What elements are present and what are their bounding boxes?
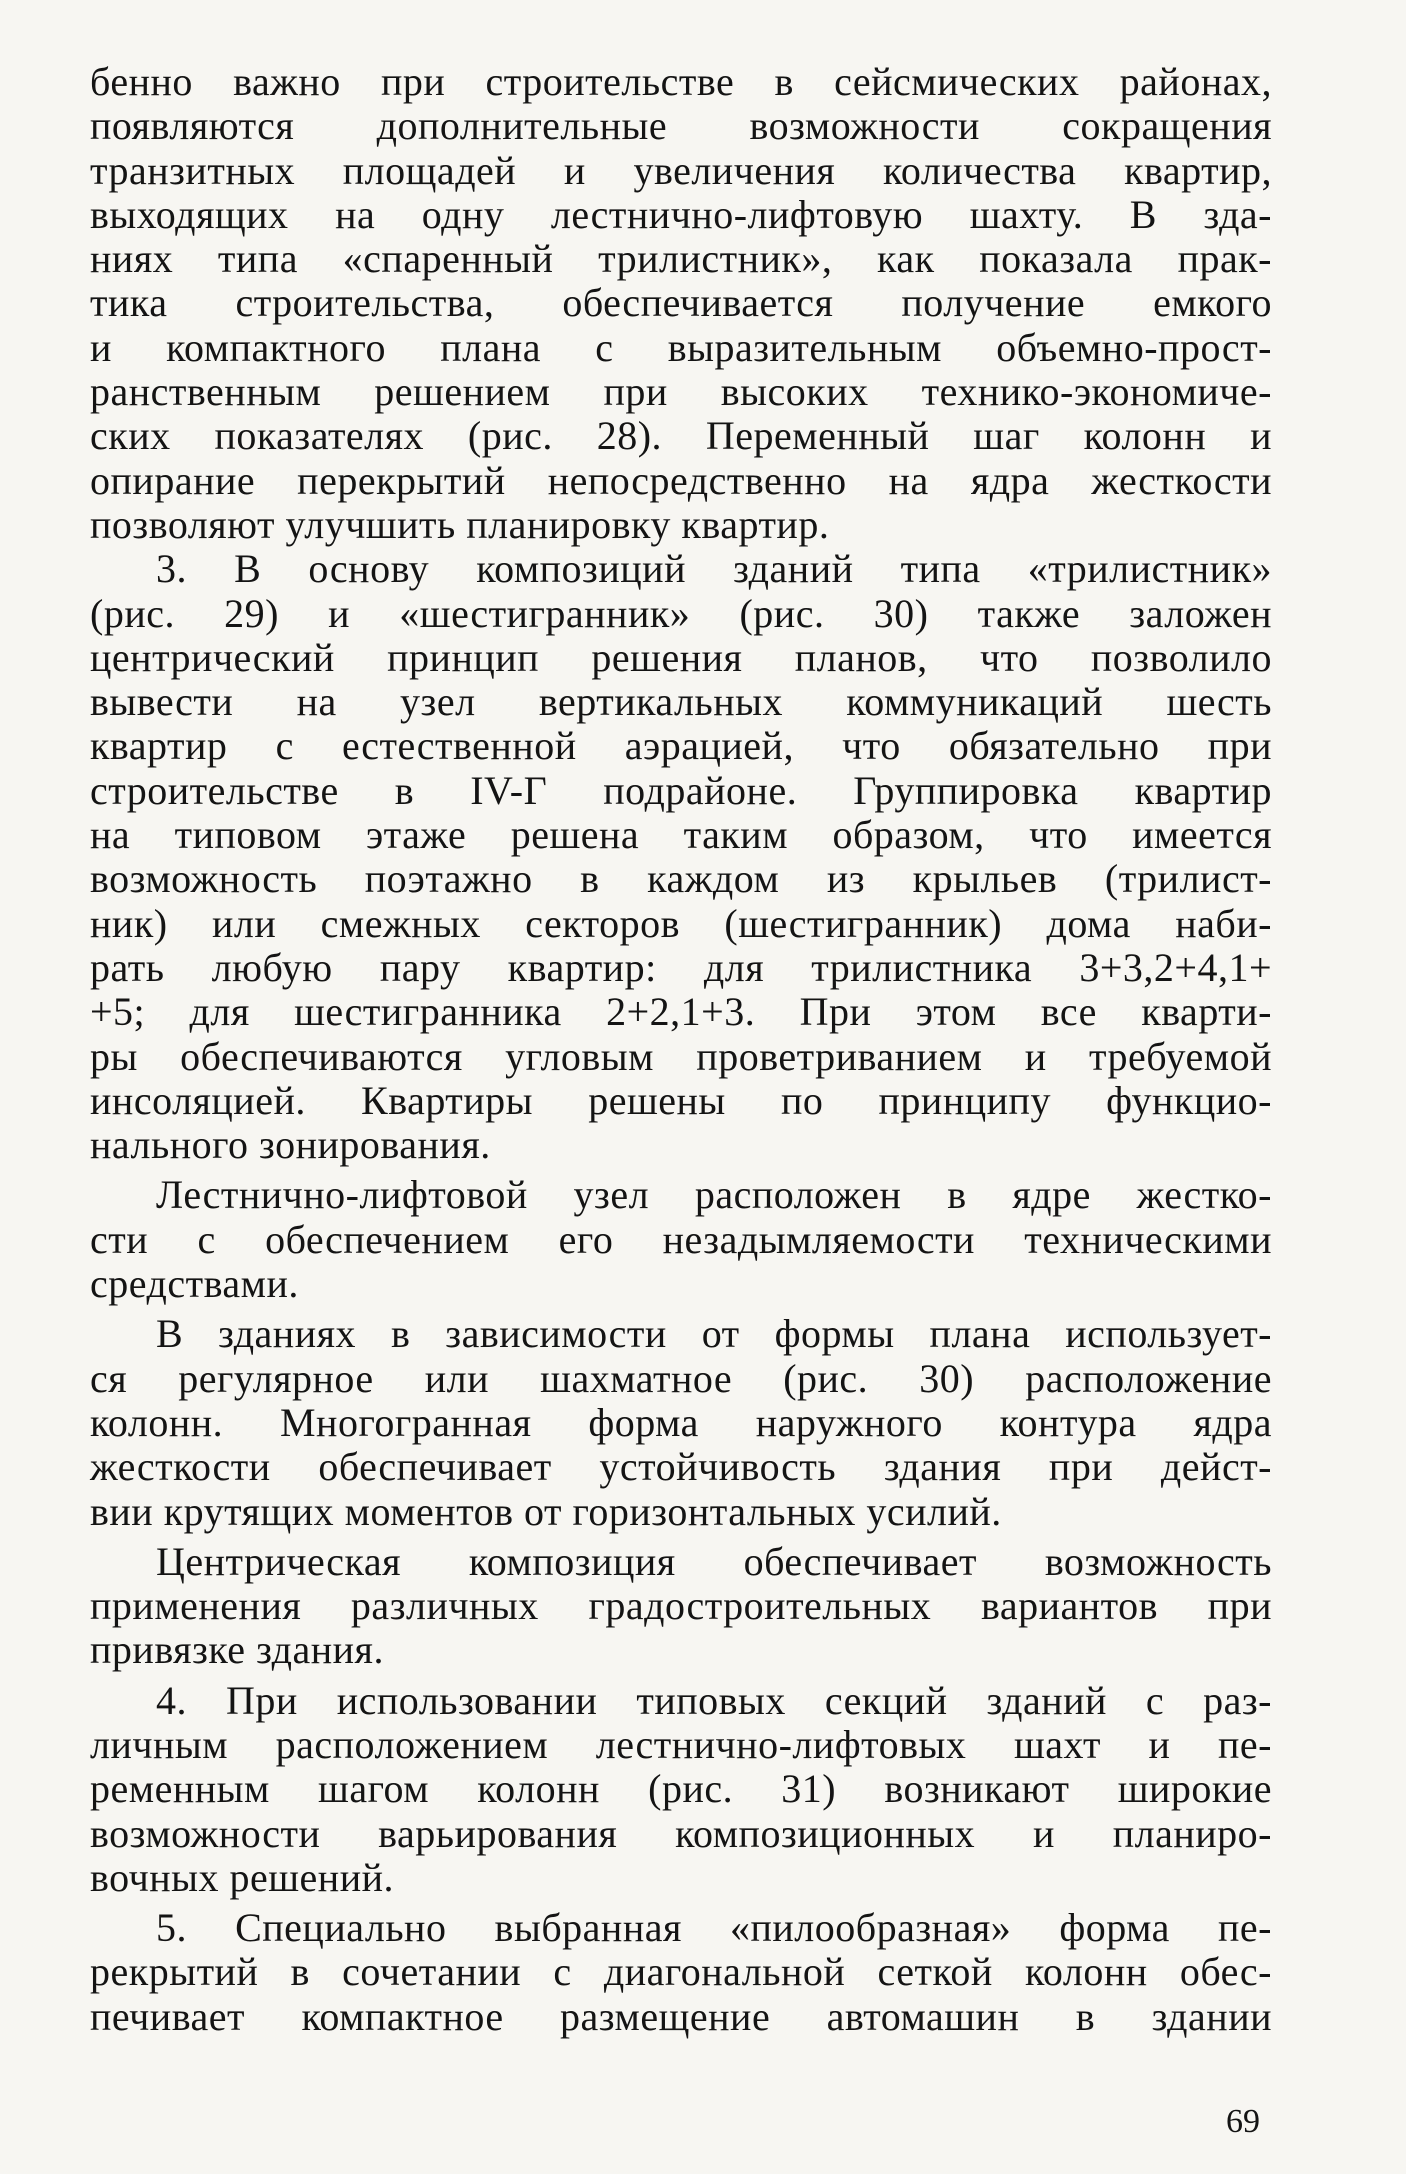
text-line: привязке здания.	[90, 1627, 384, 1673]
text-line: колонн. Многогранная форма наружного контура ядра	[90, 1399, 1272, 1445]
text-line: бенно важно при строительстве в сейсмических районах,	[90, 59, 1272, 104]
text-line: нального зонирования.	[90, 1122, 491, 1168]
text-line: инсоляцией. Квартиры решены по принципу функцио-	[90, 1077, 1272, 1123]
paragraph	[90, 547, 1272, 1167]
text-line: выходящих на одну лестнично-лифтовую шахту. В зда-	[90, 191, 1272, 237]
text-line: и компактного плана с выразительным объемно-прост-	[90, 324, 1272, 370]
text-line: применения различных градостроительных вариантов при	[90, 1583, 1272, 1629]
text-line: возможности варьирования композиционных и планиро-	[90, 1810, 1272, 1856]
page-number: 69	[1226, 2103, 1260, 2140]
text-line: Центрическая композиция обеспечивает возможность	[156, 1538, 1272, 1584]
text-line: Лестнично-лифтовой узел расположен в ядре жестко-	[156, 1172, 1272, 1218]
text-line: рекрытий в сочетании с диагональной сеткой колонн обес-	[90, 1949, 1272, 1995]
text-line: рать любую пару квартир: для трилистника 3+3,2+4,1+	[90, 944, 1272, 990]
text-line: ранственным решением при высоких технико-экономиче-	[90, 369, 1272, 415]
text-line: +5; для шестигранника 2+2,1+3. При этом все кварти-	[90, 989, 1272, 1035]
paragraph	[90, 1173, 1272, 1306]
text-line: средствами.	[90, 1261, 299, 1307]
text-line: строительстве в IV-Г подрайоне. Группировка квартир	[90, 767, 1272, 813]
text-line: вывести на узел вертикальных коммуникаций шесть	[90, 679, 1272, 725]
paragraph	[90, 60, 1272, 547]
text-line: сти с обеспечением его незадымляемости техническими	[90, 1216, 1272, 1262]
text-line: жесткости обеспечивает устойчивость здания при дейст-	[90, 1444, 1272, 1490]
text-line: ских показателях (рис. 28). Переменный шаг колонн и	[90, 413, 1272, 459]
paragraph	[90, 1906, 1272, 2039]
text-line: ры обеспечиваются угловым проветриванием и требуемой	[90, 1033, 1272, 1079]
text-line: (рис. 29) и «шестигранник» (рис. 30) также заложен	[90, 590, 1272, 636]
text-line: возможность поэтажно в каждом из крыльев (трилист-	[90, 856, 1272, 902]
page-body	[90, 60, 1272, 2039]
paragraph	[90, 1679, 1272, 1900]
text-line: 5. Специально выбранная «пилообразная» форма пе-	[156, 1905, 1272, 1951]
text-line: вочных решений.	[90, 1854, 395, 1900]
text-line: печивает компактное размещение автомашин в здании	[90, 1993, 1272, 2039]
text-line: вии крутящих моментов от горизонтальных усилий.	[90, 1488, 1002, 1534]
text-line: личным расположением лестнично-лифтовых шахт и пе-	[90, 1721, 1272, 1767]
text-line: квартир с естественной аэрацией, что обязательно при	[90, 723, 1272, 769]
text-line: ременным шагом колонн (рис. 31) возникают широкие	[90, 1766, 1272, 1812]
text-line: появляются дополнительные возможности сокращения	[90, 103, 1272, 149]
text-line: ник) или смежных секторов (шестигранник) дома наби-	[90, 900, 1272, 946]
text-line: транзитных площадей и увеличения количества квартир,	[90, 147, 1272, 193]
text-line: 4. При использовании типовых секций зданий с раз-	[156, 1677, 1272, 1723]
paragraph	[90, 1540, 1272, 1673]
text-line: центрический принцип решения планов, что позволило	[90, 634, 1272, 680]
text-line: на типовом этаже решена таким образом, что имеется	[90, 812, 1272, 858]
text-line: позволяют улучшить планировку квартир.	[90, 501, 830, 547]
text-line: 3. В основу композиций зданий типа «трилистник»	[156, 546, 1272, 592]
text-line: ся регулярное или шахматное (рис. 30) расположение	[90, 1355, 1272, 1401]
text-line: тика строительства, обеспечивается получение емкого	[90, 280, 1272, 326]
text-line: В зданиях в зависимости от формы плана использует-	[156, 1311, 1272, 1357]
text-line: ниях типа «спаренный трилистник», как показала прак-	[90, 236, 1272, 282]
paragraph	[90, 1312, 1272, 1533]
text-line: опирание перекрытий непосредственно на ядра жесткости	[90, 457, 1272, 503]
